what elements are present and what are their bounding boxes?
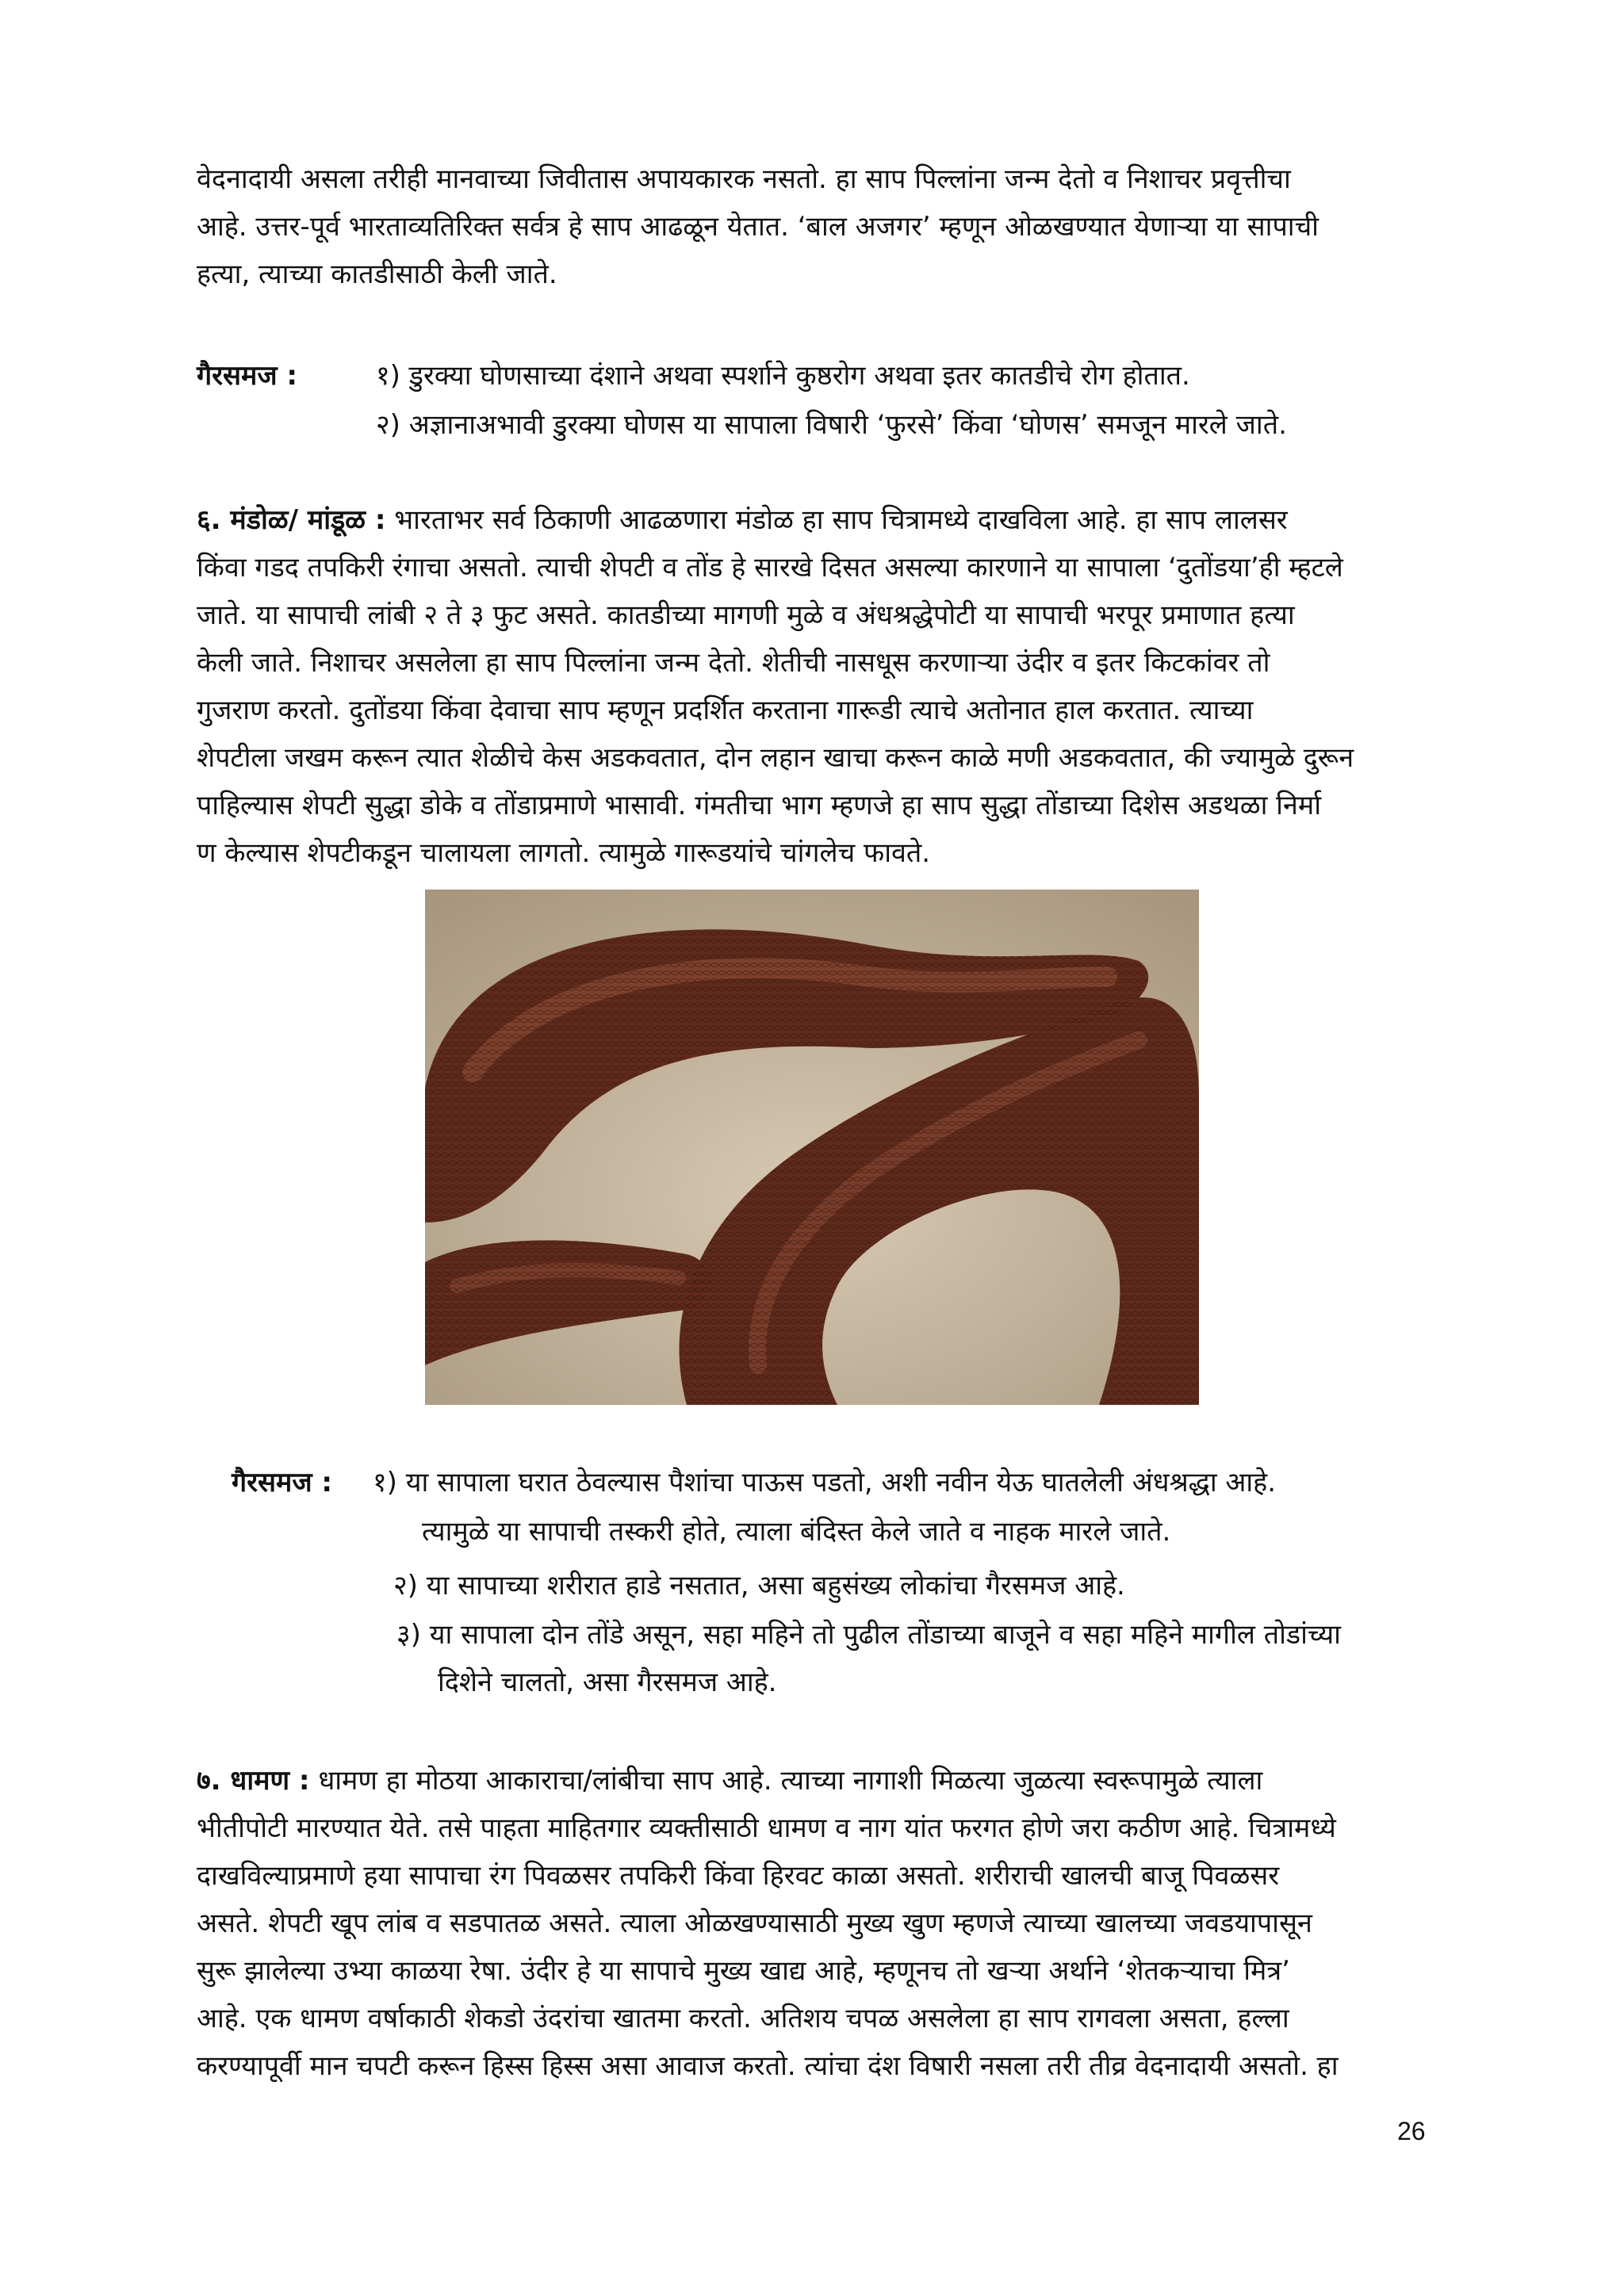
misconception-label: गैरसमज : xyxy=(232,1467,333,1498)
paragraph-text: धामण हा मोठया आकाराचा/लांबीचा साप आहे. त्याच्या नागाशी मिळत्या जुळत्या स्वरूपामुळे त्याला xyxy=(318,1765,1263,1797)
paragraph-line: किंवा गडद तपकिरी रंगाचा असतो. त्याची शेपटी व तोंड हे सारखे दिसत असल्या कारणाने या सापाला ‘दुतोंडया’ही म्हटले xyxy=(197,552,1343,584)
paragraph-line: शेपटीला जखम करून त्यात शेळीचे केस अडकवतात, दोन लहान खाचा करून काळे मणी अडकवतात, की ज्यामुळे दुरून xyxy=(197,742,1354,774)
section-6-paragraph xyxy=(197,496,1434,877)
sand-boa-photo xyxy=(425,890,1199,1405)
paragraph-line: जाते. या सापाची लांबी २ ते ३ फुट असते. कातडीच्या मागणी मुळे व अंधश्रद्धेपोटी या सापाची भरपूर प्रमाणात हत्या xyxy=(197,599,1295,631)
paragraph-line: करण्यापूर्वी मान चपटी करून हिस्स हिस्स असा आवाज करतो. त्यांचा दंश विषारी नसला तरी तीव्र वेदनादायी असतो. हा xyxy=(197,2050,1339,2082)
section-heading: ७. धामण : xyxy=(197,1765,310,1797)
paragraph-line: सुरू झालेल्या उभ्या काळया रेषा. उंदीर हे या सापाचे मुख्य खाद्य आहे, म्हणूनच तो खऱ्या अर्थाने ‘शेतकऱ्याचा मित्र’ xyxy=(197,1955,1290,1987)
misconception-item: २) या सापाच्या शरीरात हाडे नसतात, असा बहुसंख्य लोकांचा गैरसमज आहे. xyxy=(393,1570,1125,1601)
misconception-label: गैरसमज : xyxy=(197,360,298,392)
paragraph-line: असते. शेपटी खूप लांब व सडपातळ असते. त्याला ओळखण्यासाठी मुख्य खुण म्हणजे त्याच्या खालच्या जवडयापासून xyxy=(197,1908,1312,1939)
page-number: 26 xyxy=(1397,2117,1426,2145)
paragraph-text: भारताभर सर्व ठिकाणी आढळणारा मंडोळ हा साप चित्रामध्ये दाखविला आहे. हा साप लालसर xyxy=(394,504,1288,536)
misconception-item: २) अज्ञानाअभावी डुरक्या घोणस या सापाला विषारी ‘फुरसे’ किंवा ‘घोणस’ समजून मारले जाते. xyxy=(376,409,1287,441)
misconception-item: १) डुरक्या घोणसाच्या दंशाने अथवा स्पर्शाने कुष्ठरोग अथवा इतर कातडीचे रोग होतात. xyxy=(376,360,1190,392)
paragraph-line: हत्या, त्याच्या कातडीसाठी केली जाते. xyxy=(197,258,557,290)
section-7-paragraph xyxy=(197,1757,1434,2090)
section-heading: ६. मंडोळ/ मांडूळ : xyxy=(197,504,386,536)
paragraph-line: आहे. एक धामण वर्षाकाठी शेकडो उंदरांचा खातमा करतो. अतिशय चपळ असलेला हा साप रागवला असता, हल्ला xyxy=(197,2003,1289,2034)
paragraph-line xyxy=(197,1757,1434,1804)
paragraph-line: भीतीपोटी मारण्यात येते. तसे पाहता माहितगार व्यक्तीसाठी धामण व नाग यांत फरगत होणे जरा कठीण आहे. चित्रामध्ये xyxy=(197,1812,1336,1844)
misconception-item: त्यामुळे या सापाची तस्करी होते, त्याला बंदिस्त केले जाते व नाहक मारले जाते. xyxy=(422,1516,1171,1548)
misconception-item: १) या सापाला घरात ठेवल्यास पैशांचा पाऊस पडतो, अशी नवीन येऊ घातलेली अंधश्रद्धा आहे. xyxy=(373,1467,1277,1498)
misconception-item: ३) या सापाला दोन तोंडे असून, सहा महिने तो पुढील तोंडाच्या बाजूने व सहा महिने मागील तोडांच्या xyxy=(396,1619,1341,1651)
paragraph-line: वेदनादायी असला तरीही मानवाच्या जिवीतास अपायकारक नसतो. हा साप पिल्लांना जन्म देतो व निशाचर प्रवृत्तीचा xyxy=(197,163,1291,195)
paragraph-line: पाहिल्यास शेपटी सुद्धा डोके व तोंडाप्रमाणे भासावी. गंमतीचा भाग म्हणजे हा साप सुद्धा तोंडाच्या दिशेस अडथळा निर्मा xyxy=(197,790,1321,821)
paragraph-line: केली जाते. निशाचर असलेला हा साप पिल्लांना जन्म देतो. शेतीची नासधूस करणाऱ्या उंदीर व इतर किटकांवर तो xyxy=(197,647,1270,679)
paragraph-line xyxy=(197,496,1434,544)
top-paragraph xyxy=(197,155,1434,298)
paragraph-line: आहे. उत्तर-पूर्व भारताव्यतिरिक्त सर्वत्र हे साप आढळून येतात. ‘बाल अजगर’ म्हणून ओळखण्यात येणाऱ्या या सापाची xyxy=(197,211,1319,243)
misconception-item: दिशेने चालतो, असा गैरसमज आहे. xyxy=(438,1667,777,1698)
paragraph-line: गुजराण करतो. दुतोंडया किंवा देवाचा साप म्हणून प्रदर्शित करताना गारूडी त्याचे अतोनात हाल करतात. त्याच्या xyxy=(197,695,1254,726)
paragraph-line: ण केल्यास शेपटीकडून चालायला लागतो. त्यामुळे गारूडयांचे चांगलेच फावते. xyxy=(197,837,931,869)
paragraph-line: दाखविल्याप्रमाणे हया सापाचा रंग पिवळसर तपकिरी किंवा हिरवट काळा असतो. शरीराची खालची बाजू पिवळसर xyxy=(197,1860,1280,1892)
snake-illustration xyxy=(425,890,1199,1405)
